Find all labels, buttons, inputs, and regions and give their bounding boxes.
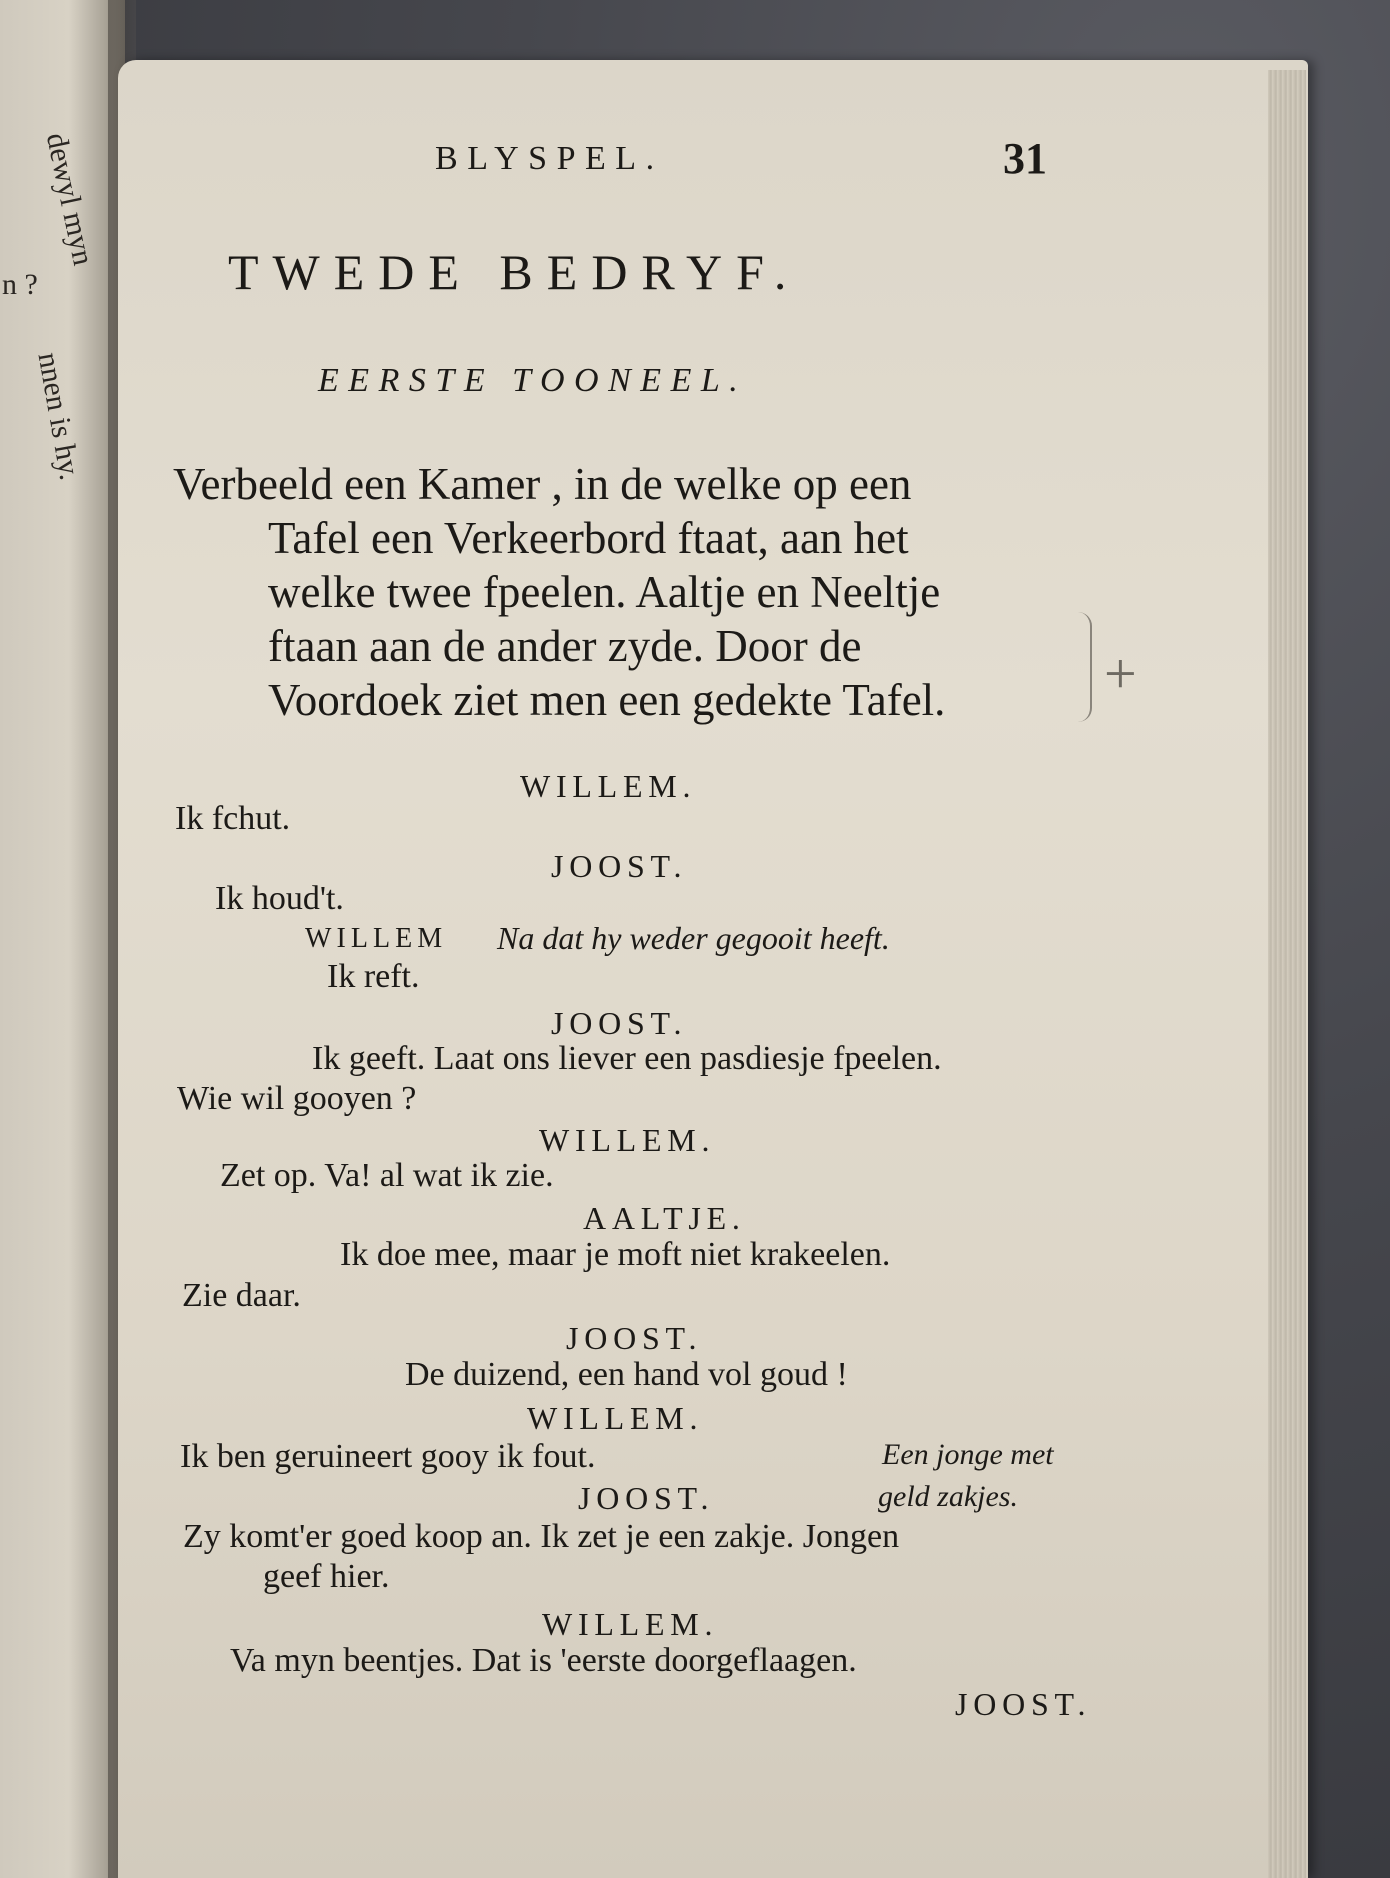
stage-direction-margin: Een jonge met [882, 1438, 1054, 1471]
stage-direction-line: Voordoek ziet men een gedekte Tafel. [268, 675, 946, 725]
stage-direction-line: Tafel een Verkeerbord ftaat, aan het [268, 513, 909, 563]
stage-direction-line: Verbeeld een Kamer , in de welke op een [173, 459, 912, 509]
stage-direction-line: welke twee fpeelen. Aaltje en Neeltje [268, 567, 941, 617]
act-title: TWEDE BEDRYF. [228, 244, 801, 300]
left-page-fragment: dewyl myn [39, 130, 100, 269]
speech-line: Wie wil gooyen ? [177, 1080, 417, 1117]
stage-direction-inline: Na dat hy weder gegooit heeft. [497, 920, 890, 956]
speech-line: Ik fchut. [175, 800, 291, 837]
stage-direction-line: ftaan aan de ander zyde. Door de [268, 621, 862, 671]
stage-direction-margin: geld zakjes. [878, 1480, 1018, 1513]
running-title: BLYSPEL. [435, 140, 664, 177]
left-page-fragment: nnen is hy. [31, 350, 87, 483]
speech-line: Va myn beentjes. Dat is 'eerste doorgeflaagen. [230, 1642, 857, 1679]
margin-plus-mark: + [1104, 641, 1137, 706]
speaker-name: WILLEM. [527, 1400, 704, 1436]
speaker-name: WILLEM. [539, 1122, 716, 1158]
page-number: 31 [1003, 134, 1047, 183]
catchword: JOOST. [955, 1686, 1092, 1722]
page-edges [1268, 70, 1306, 1878]
speech-line: Ik ben geruineert gooy ik fout. [180, 1438, 596, 1475]
speech-line: Ik doe mee, maar je moft niet krakeelen. [340, 1236, 891, 1273]
speech-line: Zie daar. [182, 1277, 301, 1314]
speaker-name: AALTJE. [583, 1200, 746, 1236]
speech-line: geef hier. [263, 1558, 390, 1595]
speech-line: Ik houd't. [215, 880, 344, 917]
speaker-name: JOOST. [566, 1320, 703, 1356]
margin-bracket [1078, 612, 1092, 722]
speech-line: De duizend, een hand vol goud ! [405, 1356, 848, 1393]
speaker-name: WILLEM [305, 923, 448, 954]
speech-line: Zy komt'er goed koop an. Ik zet je een zakje. Jongen [183, 1518, 900, 1555]
left-page-fragment: n ? [2, 268, 38, 301]
scene-title: EERSTE TOONEEL. [318, 362, 748, 399]
speaker-name: JOOST. [551, 1005, 688, 1041]
speaker-name: JOOST. [578, 1480, 715, 1516]
left-page [0, 0, 125, 1878]
speech-line: Ik geeft. Laat ons liever een pasdiesje fpeelen. [312, 1040, 942, 1077]
speech-line: Zet op. Va! al wat ik zie. [220, 1157, 554, 1194]
speaker-name: WILLEM. [542, 1606, 719, 1642]
speech-line: Ik reft. [327, 958, 420, 995]
speaker-name: JOOST. [551, 848, 688, 884]
speaker-name: WILLEM. [520, 768, 697, 804]
